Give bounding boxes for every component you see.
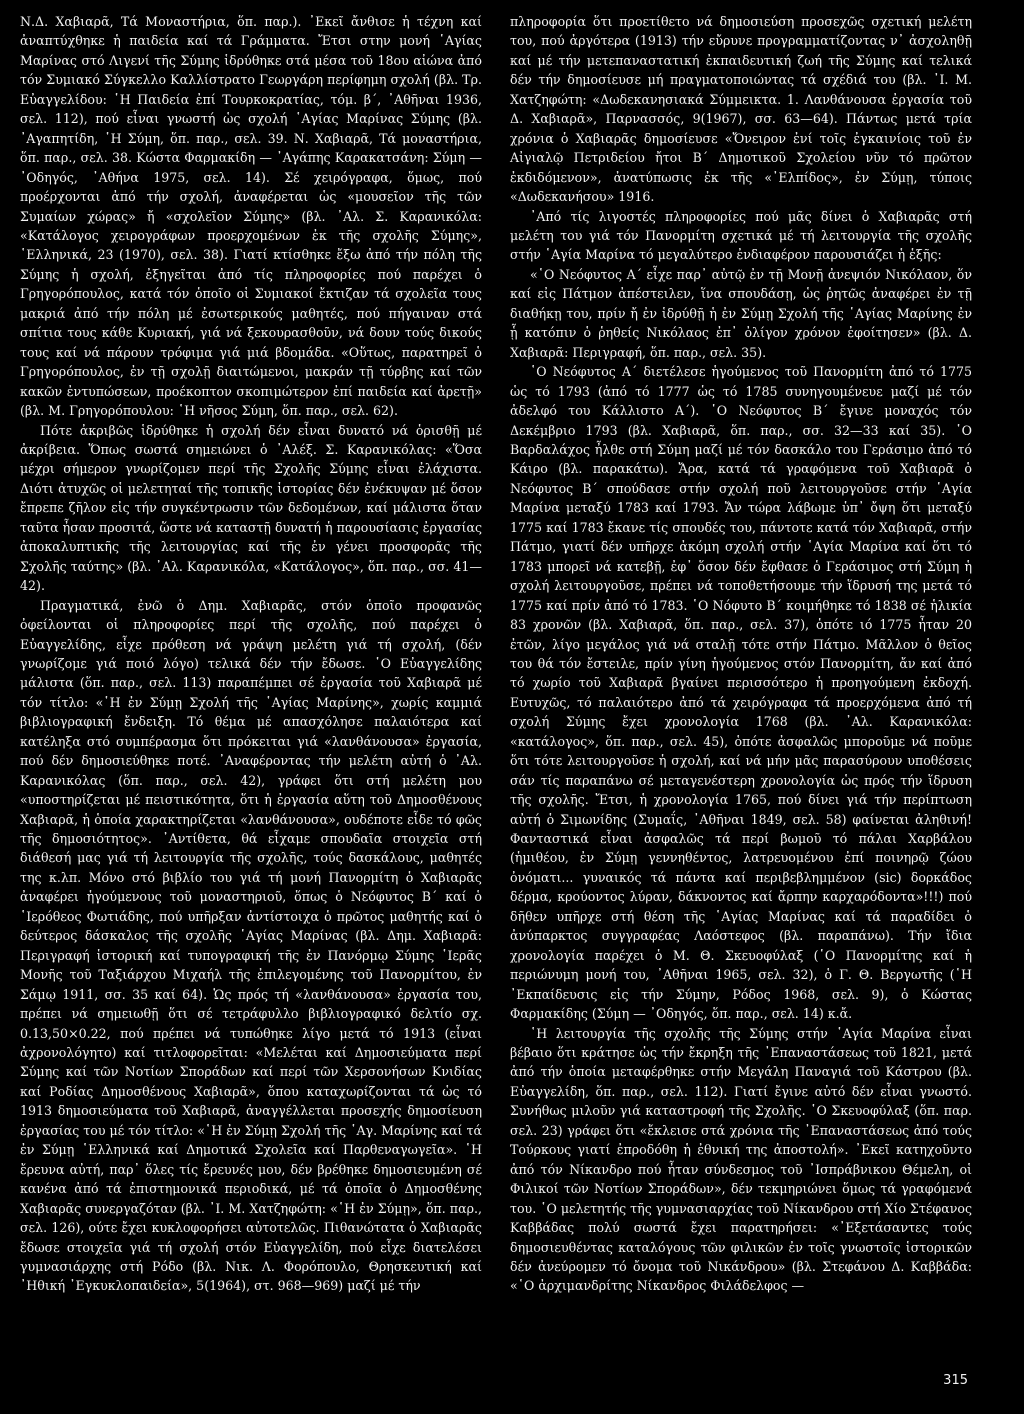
paragraph: ᾽Από τίς λιγοστές πληροφορίες πού μᾶς δίνει ὁ Χαβιαρᾶς στή μελέτη του γιά τόν Πανορμίτη σχετικά μέ τή λειτουργία τῆς σχολῆς στήν ῾Αγία Μαρίνα τό μεγαλύτερο ἐνδιαφέρον παρουσιάζει ἡ ἑξῆς:: [510, 208, 972, 263]
paragraph: ῾Ο Νεόφυτος Α΄ διετέλεσε ἡγούμενος τοῦ Πανορμίτη ἀπό τό 1775 ὡς τό 1793 (ἀπό τό 1777 ὡς τό 1785 συνηγουμένευε μαζί μέ τόν ἀδελφό του Κάλλιστο Α΄). ῾Ο Νεόφυτος Β΄ ἔγινε μοναχός τόν Δεκέμβριο 1793 (βλ. Χαβιαρᾶ, ὅπ. παρ., σσ. 32—33 καί 35). ῾Ο Βαρδαλάχος ἦλθε στή Σύμη μαζί μέ τόν δασκάλο του Γεράσιμο ἀπό τό Κάιρο (βλ. παρακάτω). Ἄρα, κατά τά γραφόμενα τοῦ Χαβιαρᾶ ὁ Νεόφυτος Β΄ σπούδασε στήν σχολή ποῦ λειτουργοῦσε στήν ῾Αγία Μαρίνα μεταξύ 1783 καί 1793. Ἄν τώρα λάβωμε ὑπ᾽ ὄψη ὅτι μεταξύ 1775 καί 1783 ἔκανε τίς σπουδές του, πάντοτε κατά τόν Χαβιαρᾶ, στήν Πάτμο, γιατί δέν υπῆρχε ἀκόμη σχολή στήν ῾Αγία Μαρίνα καί ὅτι τό 1783 μπορεῖ νά κατεβῇ, ἐφ᾽ ὅσον δέν ἔφθασε ὁ Γεράσιμος στή Σύμη ἡ σχολή λειτουργοῦσε, πρέπει νά τοποθετήσουμε τήν ἵδρυσή της μετά τό 1775 καί πρίν ἀπό τό 1783. ῾Ο Νόφυτο Β΄ κοιμήθηκε τό 1838 σέ ἡλικία 83 χρονῶν (βλ. Χαβιαρᾶ, ὅπ. παρ., σελ. 37), ὁπότε ιό 1775 ἦταν 20 ἐτῶν, λίγο μεγάλος γιά νά σταλῇ τότε στήν Πάτμο. Μᾶλλον ὁ θεῖος του θά τόν ἔστειλε, πρίν γίνη ἡγούμενος στόν Πανορμίτη, ἄν καί ἀπό τό χωρίο τοῦ Χαβιαρᾶ βγαίνει περισσότερο ἡ προηγούμενη ἐκδοχή. Ευτυχῶς, τό παλαιότερο ἀπό τά χειρόγραφα τά προερχόμενα ἀπό τή σχολή Σύμης ἔχει χρονολογία 1768 (βλ. ᾽Αλ. Καρανικόλα: «κατάλογος», ὅπ. παρ., σελ. 45), ὁπότε ἀσφαλῶς μποροῦμε νά ποῦμε ὅτι τότε λειτουργοῦσε ἡ σχολή, καί νά μήν μᾶς παρασύρουν υποθέσεις σάν τίς παραπάνω σέ μεταγενέστερη χρονολογία ὡς πρός τήν ἵδρυση τῆς σχολῆς. Ἔτσι, ἡ χρονολογία 1765, πού δίνει γιά τήν περίπτωση αὐτή ὁ Σιμωνίδης (Συμαΐς, ᾽Αθῆναι 1849, σελ. 58) φαίνεται ἀληθινή! Φανταστικά εἶναι ἀσφαλῶς τά περί βωμοῦ τό πάλαι Χαρβάλου (ἡμιθέου, ἐν Σύμῃ γεννηθέντος, λατρευομένου ἐπί ποινηρῷ ζώου ὀνόματι... γυναικός τά πάντα καί περιβεβλημμένον (sic) δορκάδος δέρμα, κρούοντος λύραν, δάκνοντος καί ἄρπην καρχαρόδοντα»!!!) πού δῆθεν υπῆρχε στή θέση τῆς ῾Αγίας Μαρίνας καί τά παραδίδει ὁ ἀνύπαρκτος συγγραφέας Λαόστεφος (βλ. παραπάνω). Τήν ἴδια χρονολογία παρέχει ὁ Μ. Θ. Σκευοφύλαξ (῾Ο Πανορμίτης καί ἡ περιώνυμη μονή του, ᾽Αθῆναι 1965, σελ. 32), ὁ Γ. Θ. Βεργωτῆς (῾Η ᾽Εκπαίδευσις εἰς τήν Σύμην, Ρόδος 1968, σελ. 9), ὁ Κώστας Φαρμακίδης (Σύμη — ᾽Οδηγός, ὅπ. παρ., σελ. 14) κ.ἄ.: [510, 364, 972, 1022]
paragraph: Πότε ἀκριβῶς ἱδρύθηκε ἡ σχολή δέν εἶναι δυνατό νά ὁρισθῇ μέ ἀκρίβεια. Ὅπως σωστά σημειώνει ὁ ᾽Αλέξ. Σ. Καρανικόλας: «Ὅσα μέχρι σήμερον γνωρίζομεν περί τῆς Σχολῆς Σύμης εἶναι ἐλάχιστα. Διότι ἀτυχῶς οἱ μελετηταί τῆς τοπικῆς ἱστορίας δέν ἐνέκυψαν μέ ὅσον ἔπρεπε ζῆλον εἰς τήν συγκέντρωσιν τῶν δεδομένων, καί μάλιστα ὅταν ταῦτα ἦσαν προσιτά, ὥστε νά καταστῇ δυνατή ἡ παρουσίασις ἐργασίας ἀποκαλυπτικῆς τῆς λειτουργίας καί τῆς ἐν γένει προσφορᾶς τῆς Σχολῆς ταύτης» (βλ. ᾽Αλ. Καρανικόλα, «Κατάλογος», ὅπ. παρ., σσ. 41—42).: [20, 422, 482, 594]
right-column: [510, 12, 972, 1296]
paragraph: Ν.Δ. Χαβιαρᾶ, Τά Μοναστήρια, ὅπ. παρ.). ᾽Εκεῖ ἄνθισε ἡ τέχνη καί ἀναπτύχθηκε ἡ παιδεία καί τά Γράμματα. Ἔτσι στην μονή ῾Αγίας Μαρίνας στό Λιγενί τῆς Σύμης ἱδρύθηκε στά μέσα τοῦ 18ου αἰώνα ἀπό τόν Συμιακό Σύγκελλο Καλλίστρατο Γεωργάρη περίφημη σχολή (βλ. Τρ. Εὐαγγελίδου: ῾Η Παιδεία ἐπί Τουρκοκρατίας, τόμ. β΄, ᾽Αθῆναι 1936, σελ. 112), πού εἶναι γνωστή ὡς σχολή ῾Αγίας Μαρίνας Σύμης (βλ. ᾽Αγαπητίδη, ῾Η Σύμη, ὅπ. παρ., σελ. 39. Ν. Χαβιαρᾶ, Τά μοναστήρια, ὅπ. παρ., σελ. 38. Κώστα Φαρμακίδη — ᾽Αγάπης Καρακατσάνη: Σύμη — ᾽Οδηγός, ᾽Αθήνα 1975, σελ. 14). Σέ χειρόγραφα, ὅμως, πού προέρχονται ἀπό τήν σχολή, ἀναφέρεται ὡς «μουσεῖον τῆς τῶν Συμαίων χώρας» ἤ «σχολεῖον Σύμης» (βλ. ᾽Αλ. Σ. Καρανικόλα: «Κατάλογος χειρογράφων προερχομένων ἐκ τῆς σχολῆς Σύμης», ῾Ελληνικά, 23 (1970), σελ. 38). Γιατί κτίσθηκε ἔξω ἀπό τήν πόλη τῆς Σύμης ἡ σχολή, ἐξηγεῖται ἀπό τίς πληροφορίες πού παρέχει ὁ Γρηγορόπουλος, κατά τόν ὁποῖο οἱ Συμιακοί ἔκτιζαν τά σχολεῖα τους μακριά ἀπό τήν πόλη μέ ἐσωτερικούς μαθητές, πού πήγαιναν στά σπίτια τους κάθε Κυριακή, γιά νά ξεκουρασθοῦν, νά δουν τούς δικούς τους καί νά πάρουν τρόφιμα γιά μιά βδομάδα. «Οὕτως, παρατηρεῖ ὁ Γρηγορόπουλος, ἐν τῇ σχολῇ διαιτώμενοι, μακράν τῇ τύρβης καί τῶν κακῶν ἐντυπώσεων, προέκοπτον σκοπιμώτερον ἐπί παιδεία καί ἀρετῇ» (βλ. Μ. Γρηγορόπουλου: ῾Η νῆσος Σύμη, ὅπ. παρ., σελ. 62).: [20, 14, 482, 419]
paragraph: ῾Η λειτουργία τῆς σχολῆς τῆς Σύμης στήν ῾Αγία Μαρίνα εἶναι βέβαιο ὅτι κράτησε ὡς τήν ἔκρηξη τῆς ᾽Επαναστάσεως τοῦ 1821, μετά ἀπό τήν ὁποία μεταφέρθηκε στήν Μεγάλη Παναγιά τοῦ Κάστρου (βλ. Εὐαγγελίδη, ὅπ. παρ., σελ. 112). Γιατί ἔγινε αὐτό δέν εἶναι γνωστό. Συνήθως μιλοῦν γιά καταστροφή τῆς Σχολῆς. ῾Ο Σκευοφύλαξ (ὅπ. παρ. σελ. 23) γράφει ὅτι «ἔκλεισε στά χρόνια τῆς ᾽Επαναστάσεως ἀπό τούς Τούρκους γιατί ἐπροδόθη ἡ ἐθνική της ἀποστολή». ᾽Εκεῖ κατηχοῦντο ἀπό τόν Νίκανδρο πού ἦταν σύνδεσμος τοῦ ᾽Ισπράβνικου Θέμελη, οἱ Φιλικοί τῶν Νοτίων Σποράδων», δέν τεκμηριώνει ὅμως τά γραφόμενά του. ῾Ο μελετητής τῆς γυμνασιαρχίας τοῦ Νίκανδρου στή Χίο Στέφανος Καββάδας πολύ σωστά ἔχει παρατηρήσει: «᾽Εξετάσαντες τούς δημοσιευθέντας καταλόγους τῶν φιλικῶν ἐν τοῖς γνωστοῖς ἱστορικῶν δέν ἀνεύρομεν τό ὄνομα τοῦ Νικάνδρου» (βλ. Στεφάνου Δ. Καββάδα: «῾Ο ἀρχιμανδρίτης Νίκανδρος Φιλάδελφος —: [510, 1025, 972, 1294]
left-column: [20, 12, 482, 1296]
paragraph: «῾Ο Νεόφυτος Α΄ εἶχε παρ᾽ αὐτῷ ἐν τῇ Μονῇ ἀνεψιόν Νικόλαον, ὅν καί εἰς Πάτμον ἀπέστειλεν, ἵνα σπουδάσῃ, ὡς ῥητῶς ἀναφέρει ἐν τῇ διαθήκῃ του, πρίν ἤ ἐν ἱδρύθῇ ἡ ἐν Σύμῃ Σχολή τῆς ῾Αγίας Μαρίνης ἐν ᾗ κατόπιν ὁ ῥηθείς Νικόλαος ἐπ᾽ ὀλίγον χρόνον ἐφοίτησεν» (βλ. Δ. Χαβιαρᾶ: Περιγραφή, ὅπ. παρ., σελ. 35).: [510, 266, 972, 360]
page-number: 315: [943, 1373, 968, 1388]
paragraph: πληροφορία ὅτι προετίθετο νά δημοσιεύση προσεχῶς σχετική μελέτη του, πού ἀργότερα (1913) τήν εὔρυνε προγραμματίζοντας ν᾽ ἀσχοληθῇ καί μέ τήν μετεπαναστατική ἐκπαιδευτική ζωή τῆς Σύμης καί τελικά δέν τήν δημοσίευσε μή πραγματοποιώντας τά σχέδιά του (βλ. ᾽Ι. Μ. Χατζηφώτη: «Δωδεκανησιακά Σύμμεικτα. 1. Λανθάνουσα ἐργασία τοῦ Δ. Χαβιαρᾶ», Παρνασσός, 9(1967), σσ. 63—64). Πάντως μετά τρία χρόνια ὁ Χαβιαρᾶς δημοσίευσε «Ὄνειρον ἐνί τοῖς ἐγκαινίοις τοῦ ἐν Αἰγιαλῷ Πετριδείου ἤτοι Β΄ Δημοτικοῦ Σχολείου νῦν τό πρῶτον ἐκδιδόμενον», ἀνατύπωσις ἐκ τῆς «᾽Ελπίδος», ἐν Σύμῃ, τύποις «Δωδεκανήσου» 1916.: [510, 14, 972, 205]
paragraph: Πραγματικά, ἐνῶ ὁ Δημ. Χαβιαρᾶς, στόν ὁποῖο προφανῶς ὀφείλονται οἱ πληροφορίες περί τῆς σχολῆς, πού παρέχει ὁ Εὐαγγελίδης, εἶχε πρόθεση νά γράψη μελέτη γιά τή σχολή, (δέν γνωρίζομε γιά ποιό λόγο) τελικά δέν τήν ἔδωσε. ῾Ο Εὐαγγελίδης μάλιστα (ὅπ. παρ., σελ. 113) παραπέμπει σέ ἐργασία τοῦ Χαβιαρᾶ μέ τόν τίτλο: «῾Η ἐν Σύμῃ Σχολή τῆς ῾Αγίας Μαρίνης», χωρίς καμμιά βιβλιογραφική ἔνδειξη. Τό θέμα μέ απασχόλησε παλαιότερα καί κατέληξα στό συμπέρασμα ὅτι πρόκειται γιά «λανθάνουσα» ἐργασία, πού δέν δημοσιεύθηκε ποτέ. ᾽Αναφέροντας τήν μελέτη αὐτή ὁ ᾽Αλ. Καρανικόλας (ὅπ. παρ., σελ. 42), γράφει ὅτι στή μελέτη μου «υποστηρίζεται μέ πειστικότητα, ὅτι ἡ ἐργασία αὕτη τοῦ Δημοσθένους Χαβιαρᾶ, ἡ ὁποία χαρακτηρίζεται «λανθάνουσα», ουδέποτε εἶδε τό φῶς τῆς δημοσιότητος». ᾽Αντίθετα, θά εἶχαμε σπουδαῖα στοιχεῖα στή διάθεσή μας γιά τή λειτουργία τῆς σχολῆς, τούς δασκάλους, μαθητές της κ.λπ. Μόνο στό βιβλίο του γιά τή μονή Πανορμίτη ὁ Χαβιαρᾶς ἀναφέρει ἡγούμενους τοῦ μοναστηριοῦ, ὅπως ὁ Νεόφυτος Β΄ καί ὁ ῾Ιερόθεος Φωτιάδης, πού υπῆρξαν ἀντίστοιχα ὁ πρῶτος μαθητής καί ὁ δεύτερος δάσκαλος τῆς σχολῆς ῾Αγίας Μαρίνας (βλ. Δημ. Χαβιαρᾶ: Περιγραφή ἱστορική καί τυπογραφική τῆς ἐν Πανόρμῳ Σύμης ῾Ιερᾶς Μονῆς τοῦ Ταξιάρχου Μιχαήλ τῆς ἐπιλεγομένης τοῦ Πανορμίτου, ἐν Σάμῳ 1911, σσ. 35 καί 64). Ὡς πρός τή «λανθάνουσα» ἐργασία του, πρέπει νά σημειωθῇ ὅτι σέ τετράφυλλο βιβλιογραφικό δελτίο σχ. 0.13,50×0.22, πού πρέπει νά τυπώθηκε λίγο μετά τό 1913 (εἶναι ἀχρονολόγητο) καί τιτλοφορεῖται: «Μελέται καί Δημοσιεύματα περί Σύμης καί τῶν Νοτίων Σποράδων καί περί τῶν Χερσονήσων Κνιδίας καί Ροδίας Δημοσθένους Χαβιαρᾶ», ὅπου καταχωρίζονται τά ὡς τό 1913 δημοσιεύματα τοῦ Χαβιαρᾶ, ἀναγγέλλεται προσεχής δημοσίευση ἐργασίας του μέ τόν τίτλο: «῾Η ἐν Σύμῃ Σχολή τῆς ῾Αγ. Μαρίνης καί τά ἐν Σύμῃ ῾Ελληνικά καί Δημοτικά Σχολεῖα καί Παρθεναγωγεῖα». ῾Η ἔρευνα αὐτή, παρ᾽ ὅλες τίς ἔρευνές μου, δέν βρέθηκε δημοσιευμένη σέ κανένα ἀπό τά ἐπιστημονικά περιοδικά, μέ τά ὁποῖα ὁ Δημοσθένης Χαβιαρᾶς συνεργαζόταν (βλ. ᾽Ι. Μ. Χατζηφώτη: «῾Η ἐν Σύμῃ», ὅπ. παρ., σελ. 126), ούτε ἔχει κυκλοφορήσει αὐτοτελῶς. Πιθανώτατα ὁ Χαβιαρᾶς ἔδωσε στοιχεῖα γιά τή σχολή στόν Εὐαγγελίδη, πού εἶχε διατελέσει γυμνασιάρχης στή Ρόδο (βλ. Νικ. Λ. Φορόπουλο, Θρησκευτική καί ᾽Ηθική ᾽Εγκυκλοπαιδεία», 5(1964), στ. 968—969) μαζί μέ τήν: [20, 597, 482, 1294]
